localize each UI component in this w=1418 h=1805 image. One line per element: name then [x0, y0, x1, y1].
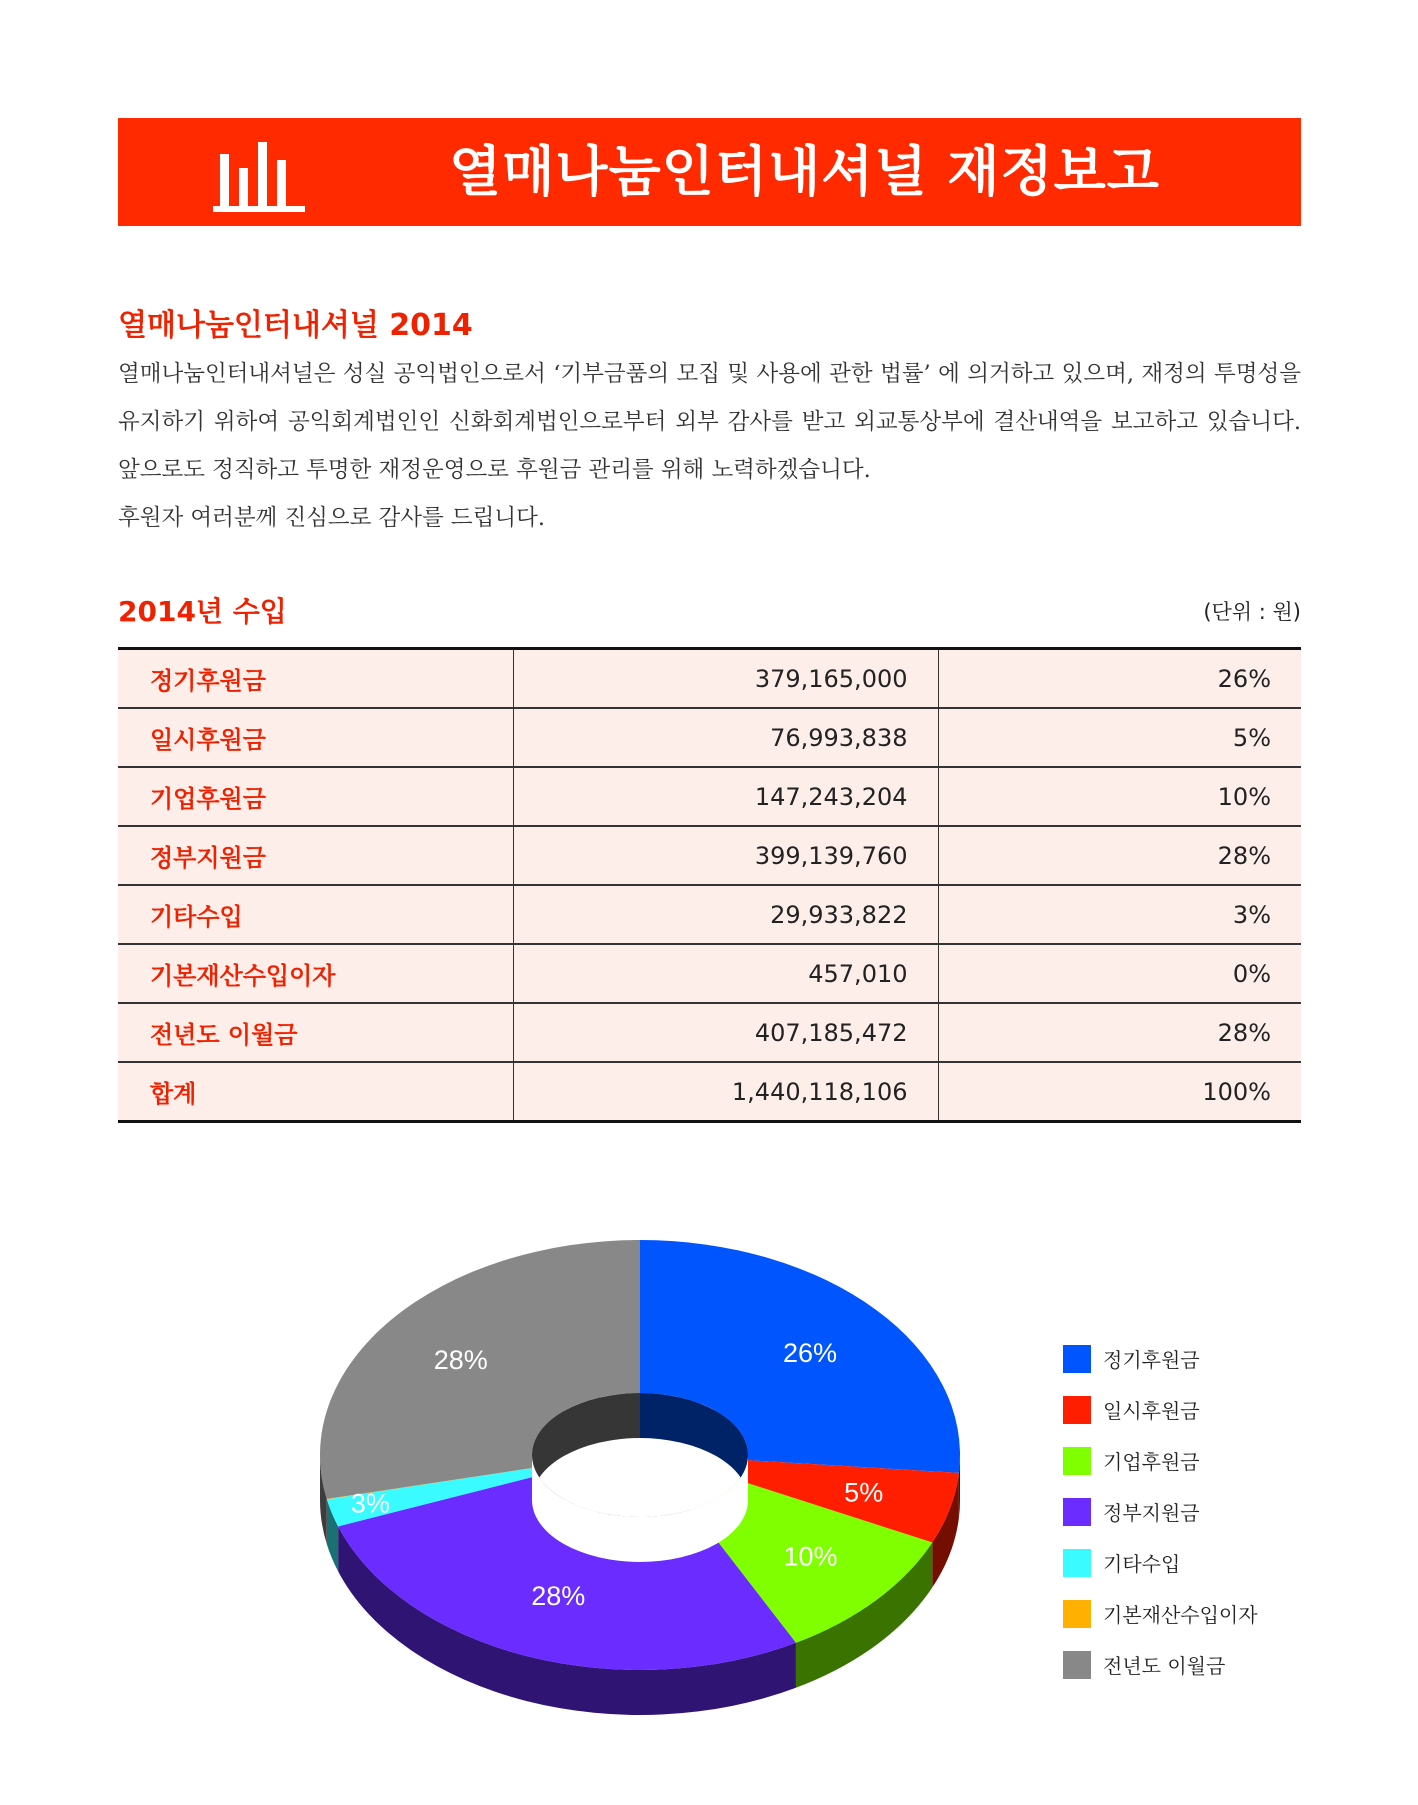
row-percent: 28%: [938, 826, 1301, 885]
legend-label: 일시후원금: [1103, 1399, 1200, 1423]
row-amount: 147,243,204: [513, 767, 938, 826]
slice-label: 28%: [433, 1344, 488, 1375]
legend-swatch: [1063, 1447, 1091, 1475]
legend-label: 기타수입: [1103, 1552, 1181, 1576]
table-row: [118, 826, 1301, 885]
intro-text: [118, 350, 1301, 542]
legend-label: 기업후원금: [1103, 1450, 1200, 1474]
row-name: 전년도 이월금: [118, 1003, 513, 1062]
legend-label: 전년도 이월금: [1103, 1654, 1226, 1678]
row-percent: 0%: [938, 944, 1301, 1003]
legend-swatch: [1063, 1600, 1091, 1628]
row-name: 정부지원금: [118, 826, 513, 885]
row-amount: 457,010: [513, 944, 938, 1003]
income-heading: 2014년 수입: [118, 595, 287, 628]
row-name: 일시후원금: [118, 708, 513, 767]
legend-item: [1063, 1537, 1293, 1588]
row-name: 기본재산수입이자: [118, 944, 513, 1003]
legend-swatch: [1063, 1498, 1091, 1526]
table-row: [118, 649, 1301, 709]
slice-label: 3%: [350, 1488, 390, 1519]
row-percent: 26%: [938, 649, 1301, 709]
legend-swatch: [1063, 1549, 1091, 1577]
row-amount: 407,185,472: [513, 1003, 938, 1062]
chart-legend: [1063, 1333, 1293, 1690]
row-percent: 10%: [938, 767, 1301, 826]
legend-swatch: [1063, 1345, 1091, 1373]
legend-item: [1063, 1639, 1293, 1690]
page-title: 열매나눔인터내셔널 재정보고: [449, 140, 1160, 203]
legend-swatch: [1063, 1651, 1091, 1679]
legend-label: 정부지원금: [1103, 1501, 1200, 1525]
unit-label: (단위 : 원): [1203, 600, 1301, 624]
legend-label: 정기후원금: [1103, 1348, 1200, 1372]
row-percent: 3%: [938, 885, 1301, 944]
row-percent: 28%: [938, 1003, 1301, 1062]
row-amount: 76,993,838: [513, 708, 938, 767]
slice-label: 10%: [783, 1541, 838, 1572]
chart-slices: [320, 1240, 960, 1670]
legend-swatch: [1063, 1396, 1091, 1424]
intro-paragraph: 열매나눔인터내셔널은 성실 공익법인으로서 ‘기부금품의 모집 및 사용에 관한 법률’ 에 의거하고 있으며, 재정의 투명성을 유지하기 위하여 공익회계법인인 신화회계법인으로부터 외부 감사를 받고 외교통상부에 결산내역을 보고하고 있습니다. 앞으로도 정직하고 투명한 재정운영으로 후원금 관리를 위해 노력하겠습니다.: [118, 361, 1301, 483]
row-amount: 29,933,822: [513, 885, 938, 944]
legend-item: [1063, 1384, 1293, 1435]
header-banner: [118, 118, 1301, 226]
legend-item: [1063, 1435, 1293, 1486]
intro-heading: 열매나눔인터내셔널 2014: [118, 308, 473, 343]
slice-label: 28%: [531, 1581, 586, 1611]
row-name: 합계: [150, 1080, 197, 1108]
table-row: [118, 708, 1301, 767]
row-name: 기업후원금: [118, 767, 513, 826]
legend-item: [1063, 1333, 1293, 1384]
chart-hole: [532, 1393, 748, 1562]
table-row: [118, 1003, 1301, 1062]
legend-label: 기본재산수입이자: [1103, 1603, 1258, 1627]
row-amount: 1,440,118,106: [513, 1062, 938, 1122]
slice-label: 5%: [844, 1477, 884, 1508]
table-row: [118, 944, 1301, 1003]
income-table: [118, 647, 1301, 1123]
legend-item: [1063, 1486, 1293, 1537]
table-row: [118, 767, 1301, 826]
slice-label: 26%: [782, 1338, 838, 1368]
row-name: 정기후원금: [118, 649, 513, 709]
row-amount: 399,139,760: [513, 826, 938, 885]
table-row: [118, 1062, 1301, 1122]
row-amount: 379,165,000: [513, 649, 938, 709]
table-row: [118, 885, 1301, 944]
row-percent: 100%: [938, 1062, 1301, 1122]
intro-closing: 후원자 여러분께 진심으로 감사를 드립니다.: [118, 505, 545, 531]
row-percent: 5%: [938, 708, 1301, 767]
income-donut-chart: [300, 1240, 980, 1780]
row-name: 기타수입: [118, 885, 513, 944]
legend-item: [1063, 1588, 1293, 1639]
